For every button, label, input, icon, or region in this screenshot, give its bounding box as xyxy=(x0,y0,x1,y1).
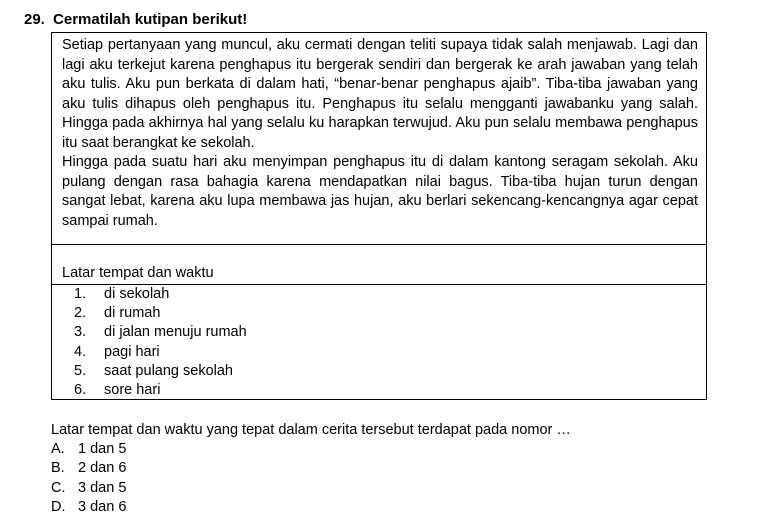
setting-option-4 xyxy=(52,343,706,362)
setting-options-list xyxy=(52,285,706,400)
option-text: di sekolah xyxy=(104,286,170,302)
option-text: pagi hari xyxy=(104,343,160,360)
question-number: 29. xyxy=(24,11,45,28)
answer-text: 2 dan 6 xyxy=(78,460,127,477)
option-number: 6. xyxy=(74,381,87,398)
setting-option-3 xyxy=(52,323,706,342)
answer-letter: D. xyxy=(51,498,66,515)
setting-option-2 xyxy=(52,304,706,323)
option-number: 3. xyxy=(74,324,87,341)
answer-text: 3 dan 5 xyxy=(78,479,127,496)
answer-choice-d[interactable] xyxy=(51,498,126,517)
setting-option-1 xyxy=(52,285,706,304)
passage-cell xyxy=(52,33,706,245)
answer-letter: A. xyxy=(51,441,65,457)
option-text: sore hari xyxy=(104,381,161,398)
option-number: 1. xyxy=(74,286,87,302)
excerpt-table xyxy=(51,32,707,400)
option-number: 4. xyxy=(74,343,87,360)
passage-paragraph: Hingga pada suatu hari aku menyimpan penghapus itu di dalam kantong seragam sekolah. Aku pulang dengan rasa bahagia karena mendapatkan nilai bagus. Tiba-tiba hujan turun dengan sangat lebat, karena aku lupa membawa jas hujan, aku berlari sekencang-kencangnya agar cepat sampai rumah. xyxy=(62,154,698,229)
answer-choices xyxy=(51,440,126,517)
passage-paragraph: Setiap pertanyaan yang muncul, aku cermati dengan teliti supaya tidak salah menjawab. Lagi dan lagi aku terkejut karena penghapus itu bergerak sendiri dan bergerak ke arah jawaban yang telah aku tulis. Aku pun berkata di dalam hati, “benar-benar penghapus ajaib”. Tiba-tiba jawaban yang aku tulis dihapus oleh penghapus itu. Penghapus itu selalu mengganti jawabanku yang salah. Hingga pada akhirnya hal yang selalu ku harapkan terwujud. Aku pun selalu membawa penghapus itu saat berangkat ke sekolah. xyxy=(62,37,698,151)
option-number: 5. xyxy=(74,362,87,379)
answer-choice-c[interactable] xyxy=(51,479,126,498)
question-prompt: Latar tempat dan waktu yang tepat dalam cerita tersebut terdapat pada nomor … xyxy=(51,422,571,438)
setting-option-5 xyxy=(52,362,706,381)
question-instruction: Cermatilah kutipan berikut! xyxy=(53,11,248,28)
answer-text: 3 dan 6 xyxy=(78,498,127,515)
option-number: 2. xyxy=(74,305,87,322)
answer-choice-a[interactable] xyxy=(51,440,126,459)
table-label: Latar tempat dan waktu xyxy=(62,265,214,281)
option-text: di jalan menuju rumah xyxy=(104,324,247,341)
answer-letter: B. xyxy=(51,460,65,477)
answer-letter: C. xyxy=(51,479,66,496)
answer-text: 1 dan 5 xyxy=(78,441,127,457)
answer-choice-b[interactable] xyxy=(51,459,126,478)
option-text: di rumah xyxy=(104,305,161,322)
option-text: saat pulang sekolah xyxy=(104,362,233,379)
question-title xyxy=(24,10,247,30)
setting-option-6 xyxy=(52,381,706,400)
